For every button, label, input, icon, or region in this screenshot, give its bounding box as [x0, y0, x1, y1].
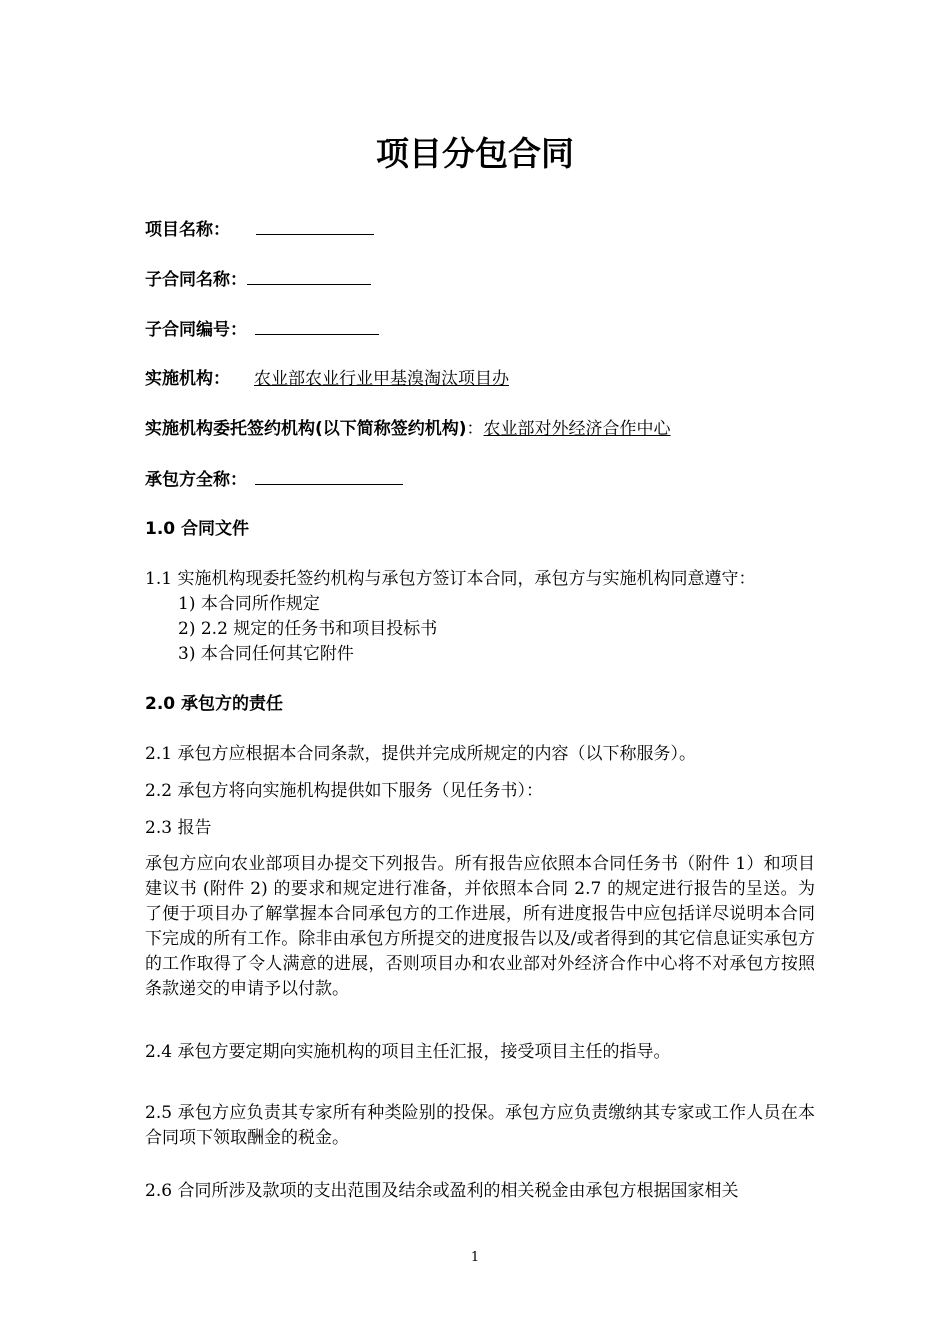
clause-2-6: 2.6 合同所涉及款项的支出范围及结余或盈利的相关税金由承包方根据国家相关 [145, 1181, 739, 1201]
clause-2-1: 2.1 承包方应根据本合同条款，提供并完成所规定的内容（以下称服务）。 [145, 744, 696, 764]
clause-2-2: 2.2 承包方将向实施机构提供如下服务（见任务书）： [145, 781, 543, 801]
field-contractor [145, 468, 403, 491]
signing-colon: ： [466, 419, 484, 439]
field-implementer [145, 368, 509, 390]
contractor-label: 承包方全称： [145, 470, 247, 490]
clause-1-1: 1.1 实施机构现委托签约机构与承包方签订本合同，承包方与实施机构同意遵守： [145, 569, 756, 589]
subcontract-no-blank [255, 318, 379, 335]
subcontract-no-label: 子合同编号： [145, 320, 247, 340]
project-name-label: 项目名称： [145, 220, 230, 240]
subcontract-name-blank [247, 268, 371, 285]
list-item: 2) 2.2 规定的任务书和项目投标书 [178, 619, 438, 639]
contractor-blank [255, 468, 403, 485]
signing-value: 农业部对外经济合作中心 [483, 419, 671, 439]
section-heading-2: 2.0 承包方的责任 [145, 694, 284, 714]
project-name-blank [256, 218, 374, 235]
field-project-name [145, 218, 374, 241]
clause-2-4: 2.4 承包方要定期向实施机构的项目主任汇报，接受项目主任的指导。 [145, 1042, 671, 1062]
field-signing-agency [145, 418, 671, 440]
section-heading-1: 1.0 合同文件 [145, 519, 250, 539]
document-title: 项目分包合同 [376, 134, 574, 173]
clause-2-3: 2.3 报告 [145, 818, 212, 838]
field-subcontract-name [145, 268, 371, 291]
list-item: 1) 本合同所作规定 [178, 594, 320, 614]
signing-label: 实施机构委托签约机构(以下简称签约机构) [145, 419, 467, 439]
page-number: 1 [470, 1250, 480, 1265]
field-subcontract-no [145, 318, 379, 341]
implementer-label: 实施机构： [145, 369, 230, 389]
implementer-value: 农业部农业行业甲基溴淘汰项目办 [254, 369, 509, 389]
clause-2-3-body: 承包方应向农业部项目办提交下列报告。所有报告应依照本合同任务书（附件 1）和项目建议书 (附件 2) 的要求和规定进行准备，并依照本合同 2.7 的规定进行报告的呈送。为了便于项目办了解掌握本合同承包方的工作进展，所有进度报告中应包括详尽说明本合同下完成的所有工作。除非由承包方所提交的进度报告以及/或者得到的其它信息证实承包方的工作取得了令人满意的进展，否则项目办和农业部对外经济合作中心将不对承包方按照条款递交的申请予以付款。 [145, 854, 815, 999]
list-item: 3) 本合同任何其它附件 [178, 644, 354, 664]
clause-2-5: 2.5 承包方应负责其专家所有种类险别的投保。承包方应负责缴纳其专家或工作人员在本合同项下领取酬金的税金。 [145, 1103, 815, 1148]
subcontract-name-label: 子合同名称： [145, 270, 247, 290]
